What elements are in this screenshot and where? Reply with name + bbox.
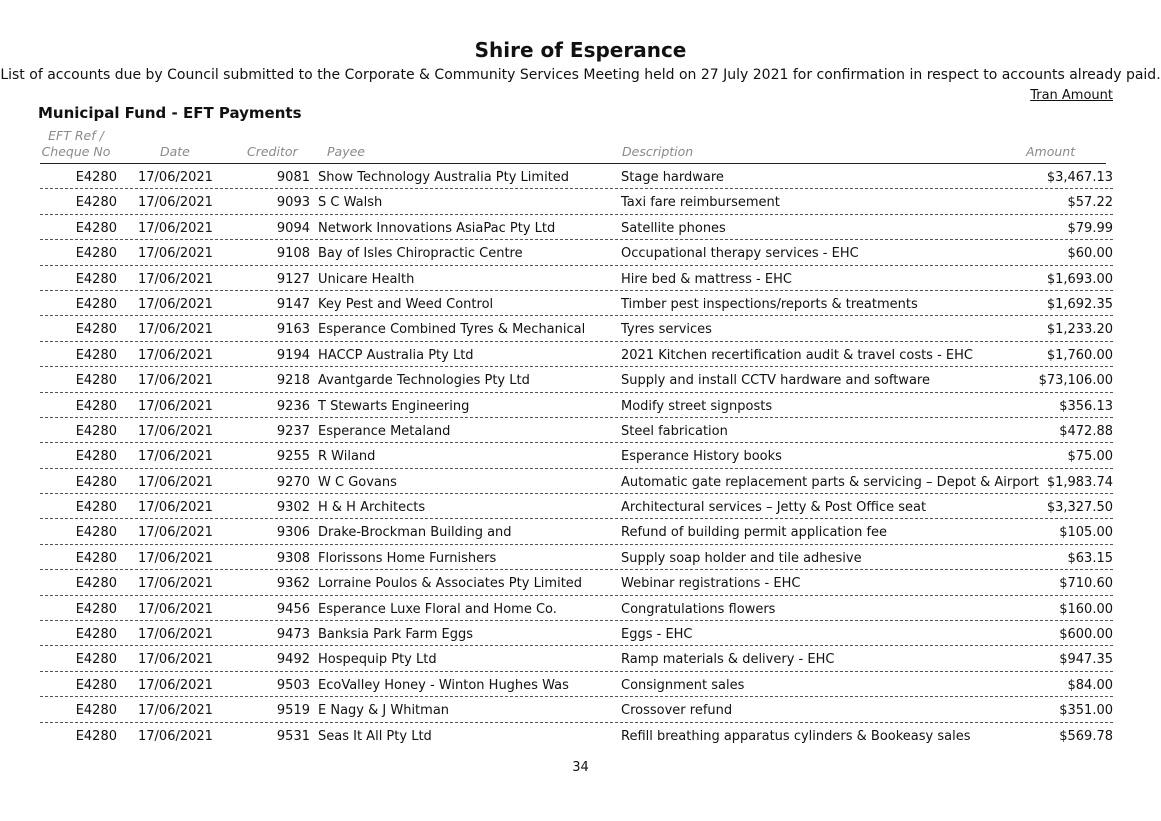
column-header-amount: Amount bbox=[1026, 144, 1076, 159]
amount-cell: $1,983.74 bbox=[1046, 474, 1113, 490]
payee-cell: R Wiland bbox=[318, 449, 376, 465]
amount-cell: $1,233.20 bbox=[1046, 322, 1113, 338]
date-cell: 17/06/2021 bbox=[138, 398, 213, 414]
eft-ref-cell: E4280 bbox=[75, 195, 117, 211]
eft-ref-cell: E4280 bbox=[75, 449, 117, 465]
creditor-cell: 9255 bbox=[276, 449, 310, 465]
section-heading: Municipal Fund - EFT Payments bbox=[38, 104, 302, 122]
eft-ref-cell: E4280 bbox=[75, 652, 117, 668]
creditor-cell: 9218 bbox=[276, 373, 310, 389]
description-cell: Modify street signposts bbox=[621, 398, 773, 414]
amount-cell: $79.99 bbox=[1067, 220, 1113, 236]
eft-ref-cell: E4280 bbox=[75, 246, 117, 262]
eft-ref-cell: E4280 bbox=[75, 398, 117, 414]
creditor-cell: 9362 bbox=[276, 576, 310, 592]
payee-cell: Key Pest and Weed Control bbox=[318, 296, 494, 312]
table-row bbox=[40, 164, 1113, 189]
date-cell: 17/06/2021 bbox=[138, 627, 213, 643]
eft-ref-cell: E4280 bbox=[75, 703, 117, 719]
amount-cell: $351.00 bbox=[1059, 703, 1113, 719]
table-row bbox=[40, 621, 1113, 646]
eft-ref-cell: E4280 bbox=[75, 347, 117, 363]
amount-cell: $160.00 bbox=[1059, 601, 1113, 617]
creditor-cell: 9081 bbox=[276, 170, 310, 185]
table-row bbox=[40, 494, 1113, 519]
description-cell: Supply and install CCTV hardware and software bbox=[621, 373, 930, 389]
description-cell: Automatic gate replacement parts & servicing – Depot & Airport bbox=[621, 474, 1039, 490]
column-header-ref-line1: EFT Ref / bbox=[48, 128, 104, 143]
amount-cell: $60.00 bbox=[1067, 246, 1113, 262]
eft-ref-cell: E4280 bbox=[75, 576, 117, 592]
date-cell: 17/06/2021 bbox=[138, 500, 213, 516]
table-row bbox=[40, 443, 1113, 468]
tran-amount-label: Tran Amount bbox=[1030, 88, 1113, 103]
date-cell: 17/06/2021 bbox=[138, 576, 213, 592]
eft-ref-cell: E4280 bbox=[75, 296, 117, 312]
eft-ref-cell: E4280 bbox=[75, 423, 117, 439]
date-cell: 17/06/2021 bbox=[138, 703, 213, 719]
payee-cell: H & H Architects bbox=[318, 500, 426, 516]
payee-cell: HACCP Australia Pty Ltd bbox=[318, 347, 474, 363]
column-header-description: Description bbox=[622, 144, 694, 159]
payee-cell: Show Technology Australia Pty Limited bbox=[318, 170, 570, 185]
eft-ref-cell: E4280 bbox=[75, 677, 117, 693]
payee-cell: S C Walsh bbox=[318, 195, 383, 211]
payee-cell: Seas It All Pty Ltd bbox=[318, 728, 432, 744]
description-cell: 2021 Kitchen recertification audit & travel costs - EHC bbox=[621, 347, 973, 363]
page-title: Shire of Esperance bbox=[474, 38, 687, 62]
description-cell: Esperance History books bbox=[621, 449, 782, 465]
column-header-date: Date bbox=[160, 144, 190, 159]
date-cell: 17/06/2021 bbox=[138, 677, 213, 693]
creditor-cell: 9531 bbox=[276, 728, 310, 744]
eft-ref-cell: E4280 bbox=[75, 271, 117, 287]
payee-cell: Florissons Home Furnishers bbox=[318, 550, 497, 566]
table-row bbox=[40, 545, 1113, 570]
eft-ref-cell: E4280 bbox=[75, 728, 117, 744]
column-header-creditor: Creditor bbox=[247, 144, 298, 159]
amount-cell: $600.00 bbox=[1059, 627, 1113, 643]
table-row bbox=[40, 469, 1113, 494]
creditor-cell: 9127 bbox=[276, 271, 310, 287]
description-cell: Taxi fare reimbursement bbox=[621, 195, 780, 211]
description-cell: Architectural services – Jetty & Post Office seat bbox=[621, 500, 927, 516]
payee-cell: Network Innovations AsiaPac Pty Ltd bbox=[318, 220, 556, 236]
creditor-cell: 9306 bbox=[276, 525, 310, 541]
eft-ref-cell: E4280 bbox=[75, 627, 117, 643]
amount-cell: $63.15 bbox=[1067, 550, 1113, 566]
table-row bbox=[40, 697, 1113, 722]
payee-cell: Hospequip Pty Ltd bbox=[318, 652, 437, 668]
date-cell: 17/06/2021 bbox=[138, 652, 213, 668]
eft-ref-cell: E4280 bbox=[75, 500, 117, 516]
date-cell: 17/06/2021 bbox=[138, 601, 213, 617]
description-cell: Refund of building permit application fee bbox=[621, 525, 888, 541]
page-number: 34 bbox=[572, 760, 589, 775]
column-header-ref-line2: Cheque No bbox=[41, 144, 111, 159]
date-cell: 17/06/2021 bbox=[138, 296, 213, 312]
creditor-cell: 9194 bbox=[276, 347, 310, 363]
payee-cell: W C Govans bbox=[318, 474, 397, 490]
amount-cell: $3,467.13 bbox=[1046, 170, 1113, 185]
creditor-cell: 9503 bbox=[276, 677, 310, 693]
payee-cell: Lorraine Poulos & Associates Pty Limited bbox=[318, 576, 583, 592]
amount-cell: $84.00 bbox=[1067, 677, 1113, 693]
description-cell: Refill breathing apparatus cylinders & Bookeasy sales bbox=[621, 728, 971, 744]
date-cell: 17/06/2021 bbox=[138, 525, 213, 541]
description-cell: Consignment sales bbox=[621, 677, 745, 693]
description-cell: Supply soap holder and tile adhesive bbox=[621, 550, 862, 566]
eft-ref-cell: E4280 bbox=[75, 170, 117, 185]
payee-cell: Drake-Brockman Building and bbox=[318, 525, 512, 541]
table-row bbox=[40, 393, 1113, 418]
table-row bbox=[40, 672, 1113, 697]
eft-ref-cell: E4280 bbox=[75, 525, 117, 541]
page-subtitle: List of accounts due by Council submitted to the Corporate & Community Services Meeting held on 27 July 2021 for confirmation in respect to accounts already paid. bbox=[0, 67, 1161, 83]
amount-cell: $73,106.00 bbox=[1038, 373, 1113, 389]
amount-cell: $1,692.35 bbox=[1046, 296, 1113, 312]
table-row bbox=[40, 570, 1113, 595]
date-cell: 17/06/2021 bbox=[138, 271, 213, 287]
creditor-cell: 9163 bbox=[276, 322, 310, 338]
eft-ref-cell: E4280 bbox=[75, 322, 117, 338]
description-cell: Stage hardware bbox=[621, 170, 724, 185]
amount-cell: $569.78 bbox=[1059, 728, 1113, 744]
eft-ref-cell: E4280 bbox=[75, 220, 117, 236]
creditor-cell: 9473 bbox=[276, 627, 310, 643]
table-row bbox=[40, 723, 1113, 747]
creditor-cell: 9147 bbox=[276, 296, 310, 312]
eft-ref-cell: E4280 bbox=[75, 601, 117, 617]
table-row bbox=[40, 367, 1113, 392]
description-cell: Steel fabrication bbox=[621, 423, 728, 439]
creditor-cell: 9270 bbox=[276, 474, 310, 490]
creditor-cell: 9308 bbox=[276, 550, 310, 566]
table-row bbox=[40, 646, 1113, 671]
payee-cell: Esperance Metaland bbox=[318, 423, 451, 439]
description-cell: Timber pest inspections/reports & treatments bbox=[621, 296, 918, 312]
creditor-cell: 9456 bbox=[276, 601, 310, 617]
description-cell: Occupational therapy services - EHC bbox=[621, 246, 859, 262]
payee-cell: Bay of Isles Chiropractic Centre bbox=[318, 246, 523, 262]
description-cell: Eggs - EHC bbox=[621, 627, 693, 643]
date-cell: 17/06/2021 bbox=[138, 449, 213, 465]
amount-cell: $105.00 bbox=[1059, 525, 1113, 541]
creditor-cell: 9519 bbox=[276, 703, 310, 719]
date-cell: 17/06/2021 bbox=[138, 347, 213, 363]
amount-cell: $1,693.00 bbox=[1046, 271, 1113, 287]
description-cell: Tyres services bbox=[621, 322, 712, 338]
creditor-cell: 9236 bbox=[276, 398, 310, 414]
creditor-cell: 9492 bbox=[276, 652, 310, 668]
creditor-cell: 9093 bbox=[276, 195, 310, 211]
description-cell: Hire bed & mattress - EHC bbox=[621, 271, 792, 287]
column-header-payee: Payee bbox=[327, 144, 365, 159]
description-cell: Satellite phones bbox=[621, 220, 726, 236]
eft-ref-cell: E4280 bbox=[75, 373, 117, 389]
payee-cell: Banksia Park Farm Eggs bbox=[318, 627, 474, 643]
creditor-cell: 9302 bbox=[276, 500, 310, 516]
creditor-cell: 9237 bbox=[276, 423, 310, 439]
description-cell: Congratulations flowers bbox=[621, 601, 776, 617]
eft-ref-cell: E4280 bbox=[75, 550, 117, 566]
column-header-ref bbox=[40, 128, 112, 160]
eft-ref-cell: E4280 bbox=[75, 474, 117, 490]
date-cell: 17/06/2021 bbox=[138, 322, 213, 338]
payee-cell: Esperance Combined Tyres & Mechanical bbox=[318, 322, 586, 338]
table-row bbox=[40, 418, 1113, 443]
amount-cell: $3,327.50 bbox=[1046, 500, 1113, 516]
table-row bbox=[40, 316, 1113, 341]
payee-cell: Unicare Health bbox=[318, 271, 415, 287]
creditor-cell: 9094 bbox=[276, 220, 310, 236]
date-cell: 17/06/2021 bbox=[138, 195, 213, 211]
table-row bbox=[40, 342, 1113, 367]
table-row bbox=[40, 596, 1113, 621]
table-row bbox=[40, 519, 1113, 544]
payee-cell: E Nagy & J Whitman bbox=[318, 703, 450, 719]
amount-cell: $356.13 bbox=[1059, 398, 1113, 414]
date-cell: 17/06/2021 bbox=[138, 220, 213, 236]
payments-table bbox=[40, 164, 1113, 747]
amount-cell: $57.22 bbox=[1067, 195, 1113, 211]
creditor-cell: 9108 bbox=[276, 246, 310, 262]
table-row bbox=[40, 266, 1113, 291]
description-cell: Webinar registrations - EHC bbox=[621, 576, 801, 592]
description-cell: Ramp materials & delivery - EHC bbox=[621, 652, 835, 668]
payee-cell: T Stewarts Engineering bbox=[318, 398, 470, 414]
date-cell: 17/06/2021 bbox=[138, 423, 213, 439]
date-cell: 17/06/2021 bbox=[138, 550, 213, 566]
date-cell: 17/06/2021 bbox=[138, 170, 213, 185]
amount-cell: $472.88 bbox=[1059, 423, 1113, 439]
table-row bbox=[40, 240, 1113, 265]
table-row bbox=[40, 189, 1113, 214]
payee-cell: Avantgarde Technologies Pty Ltd bbox=[318, 373, 530, 389]
description-cell: Crossover refund bbox=[621, 703, 733, 719]
payee-cell: Esperance Luxe Floral and Home Co. bbox=[318, 601, 557, 617]
date-cell: 17/06/2021 bbox=[138, 474, 213, 490]
table-row bbox=[40, 291, 1113, 316]
date-cell: 17/06/2021 bbox=[138, 246, 213, 262]
table-row bbox=[40, 215, 1113, 240]
amount-cell: $75.00 bbox=[1067, 449, 1113, 465]
payee-cell: EcoValley Honey - Winton Hughes Was bbox=[318, 677, 569, 693]
amount-cell: $710.60 bbox=[1059, 576, 1113, 592]
date-cell: 17/06/2021 bbox=[138, 728, 213, 744]
date-cell: 17/06/2021 bbox=[138, 373, 213, 389]
amount-cell: $1,760.00 bbox=[1046, 347, 1113, 363]
amount-cell: $947.35 bbox=[1059, 652, 1113, 668]
